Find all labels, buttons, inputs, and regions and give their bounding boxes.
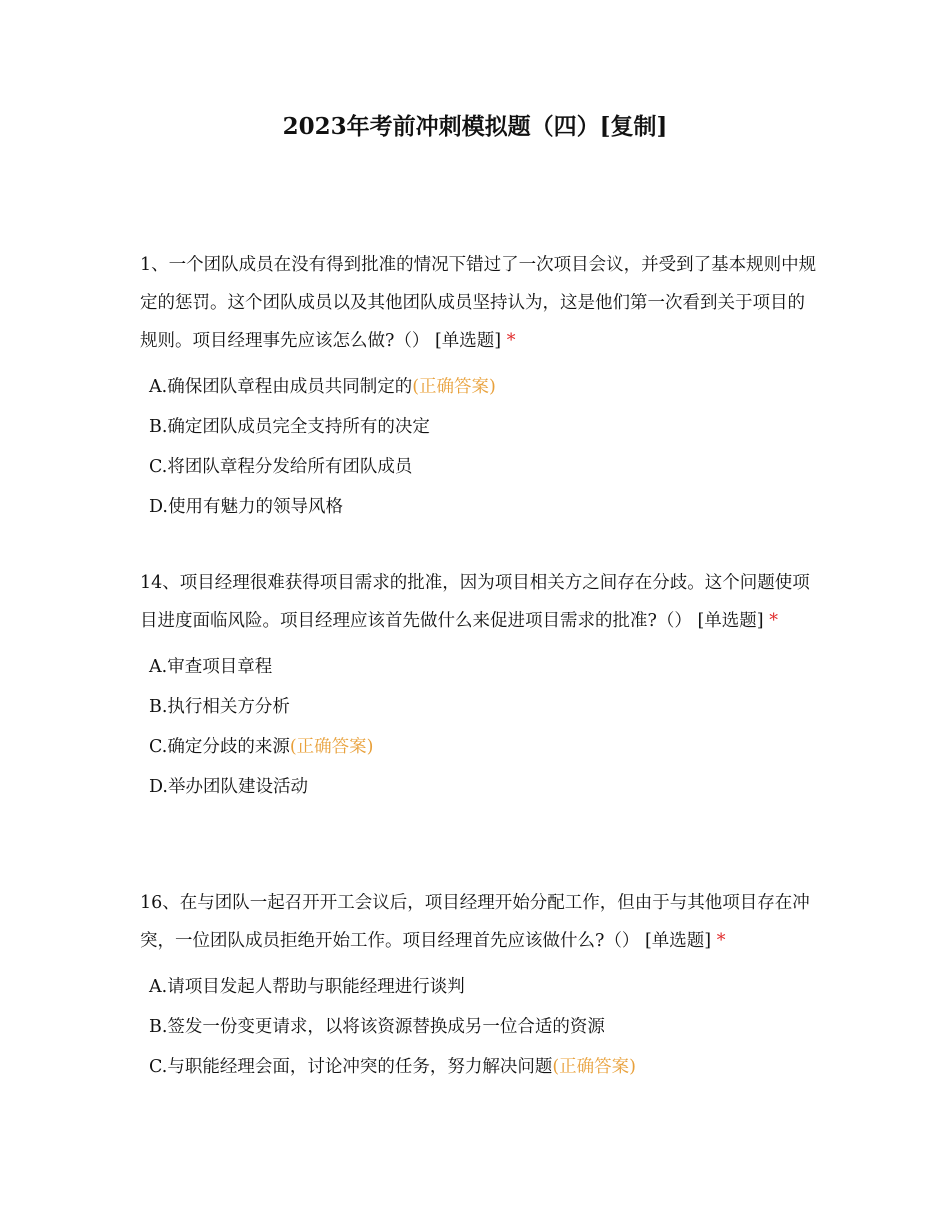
question-stem bbox=[140, 246, 820, 360]
question-stem bbox=[140, 884, 820, 960]
option-text: D.举办团队建设活动 bbox=[149, 777, 308, 797]
question-14 bbox=[140, 564, 820, 807]
correct-answer-label: (正确答案) bbox=[412, 377, 496, 397]
option-a[interactable] bbox=[149, 367, 820, 407]
option-text: C.确定分歧的来源 bbox=[149, 737, 290, 757]
question-16 bbox=[140, 884, 820, 1087]
question-1 bbox=[140, 246, 820, 527]
option-list bbox=[140, 967, 820, 1087]
option-b[interactable] bbox=[149, 1007, 820, 1047]
question-stem-text: 14、项目经理很难获得项目需求的批准，因为项目相关方之间存在分歧。这个问题使项目进度面临风险。项目经理应该首先做什么来促进项目需求的批准?（） [单选题] bbox=[140, 573, 810, 631]
option-c[interactable] bbox=[149, 447, 820, 487]
option-a[interactable] bbox=[149, 967, 820, 1007]
option-b[interactable] bbox=[149, 687, 820, 727]
option-text: A.审查项目章程 bbox=[149, 657, 273, 677]
option-list bbox=[140, 647, 820, 807]
option-text: B.确定团队成员完全支持所有的决定 bbox=[149, 417, 430, 437]
option-text: B.签发一份变更请求，以将该资源替换成另一位合适的资源 bbox=[149, 1017, 605, 1037]
required-mark: * bbox=[506, 331, 516, 351]
option-c[interactable] bbox=[149, 1047, 820, 1087]
option-c[interactable] bbox=[149, 727, 820, 767]
required-mark: * bbox=[769, 611, 778, 631]
option-d[interactable] bbox=[149, 767, 820, 807]
question-stem bbox=[140, 564, 820, 640]
option-list bbox=[140, 367, 820, 527]
option-b[interactable] bbox=[149, 407, 820, 447]
required-mark: * bbox=[716, 931, 726, 951]
correct-answer-label: (正确答案) bbox=[552, 1057, 636, 1077]
option-a[interactable] bbox=[149, 647, 820, 687]
option-text: C.将团队章程分发给所有团队成员 bbox=[149, 457, 413, 477]
correct-answer-label: (正确答案) bbox=[289, 737, 374, 757]
option-text: B.执行相关方分析 bbox=[149, 697, 290, 717]
question-stem-text: 1、一个团队成员在没有得到批准的情况下错过了一次项目会议，并受到了基本规则中规定的惩罚。这个团队成员以及其他团队成员坚持认为，这是他们第一次看到关于项目的规则。项目经理事先应该怎么做?（） [单选题] bbox=[140, 255, 817, 351]
option-text: A.确保团队章程由成员共同制定的 bbox=[149, 377, 413, 397]
option-text: C.与职能经理会面，讨论冲突的任务，努力解决问题 bbox=[149, 1057, 553, 1077]
question-stem-text: 16、在与团队一起召开开工会议后，项目经理开始分配工作，但由于与其他项目存在冲突，一位团队成员拒绝开始工作。项目经理首先应该做什么?（） [单选题] bbox=[140, 893, 810, 951]
option-text: A.请项目发起人帮助与职能经理进行谈判 bbox=[149, 977, 465, 997]
page-title: 2023年考前冲刺模拟题（四）[复制] bbox=[282, 113, 668, 140]
option-d[interactable] bbox=[149, 487, 820, 527]
option-text: D.使用有魅力的领导风格 bbox=[149, 497, 343, 517]
